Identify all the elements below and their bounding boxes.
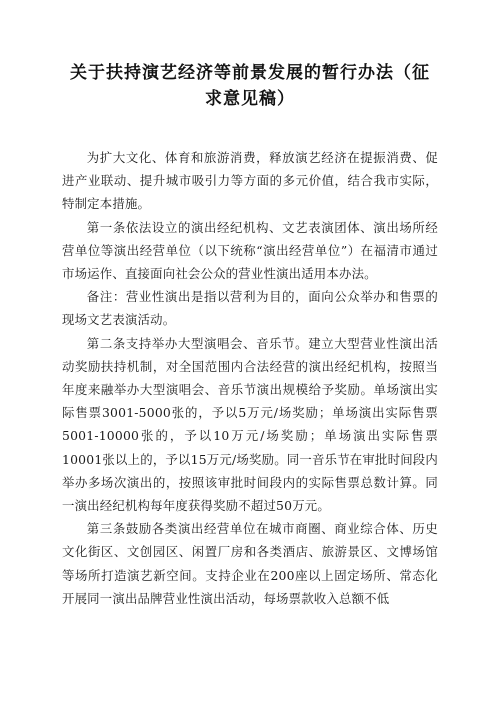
paragraph-note: 备注：营业性演出是指以营利为目的，面向公众举办和售票的现场文艺表演活动。 [62,289,438,328]
document-title: 关于扶持演艺经济等前景发展的暂行办法（征求意见稿） [70,63,430,109]
paragraph-article-1: 第一条依法设立的演出经纪机构、文艺表演团体、演出场所经营单位等演出经营单位（以下统称“演出经营单位”）在福清市通过市场运作、直接面向社会公众的营业性演出适用本办法。 [62,219,438,282]
paragraph-article-2: 第二条支持举办大型演唱会、音乐节。建立大型营业性演出活动奖励扶持机制，对全国范围内合法经营的演出经纪机构，按照当年度来融举办大型演唱会、音乐节演出规模给予奖励。单场演出实际售票3001-5000张的，予以5万元/场奖励；单场演出实际售票5001-10000张的，予以10万元/场奖励；单场演出实际售票10001张以上的，予以15万元/场奖励。同一音乐节在审批时间段内举办多场次演出的，按照该审批时间段内的实际售票总数计算。同一演出经纪机构每年度获得奖励不超过50万元。 [62,335,438,514]
paragraph-article-3: 第三条鼓励各类演出经营单位在城市商圈、商业综合体、历史文化街区、文创园区、闲置厂房和各类酒店、旅游景区、文博场馆等场所打造演艺新空间。支持企业在200座以上固定场所、常态化开展同一演出品牌营业性演出活动，每场票款收入总额不低 [62,521,438,606]
paragraph-intro: 为扩大文化、体育和旅游消费，释放演艺经济在提振消费、促进产业联动、提升城市吸引力等方面的多元价值，结合我市实际，特制定本措施。 [62,150,438,212]
